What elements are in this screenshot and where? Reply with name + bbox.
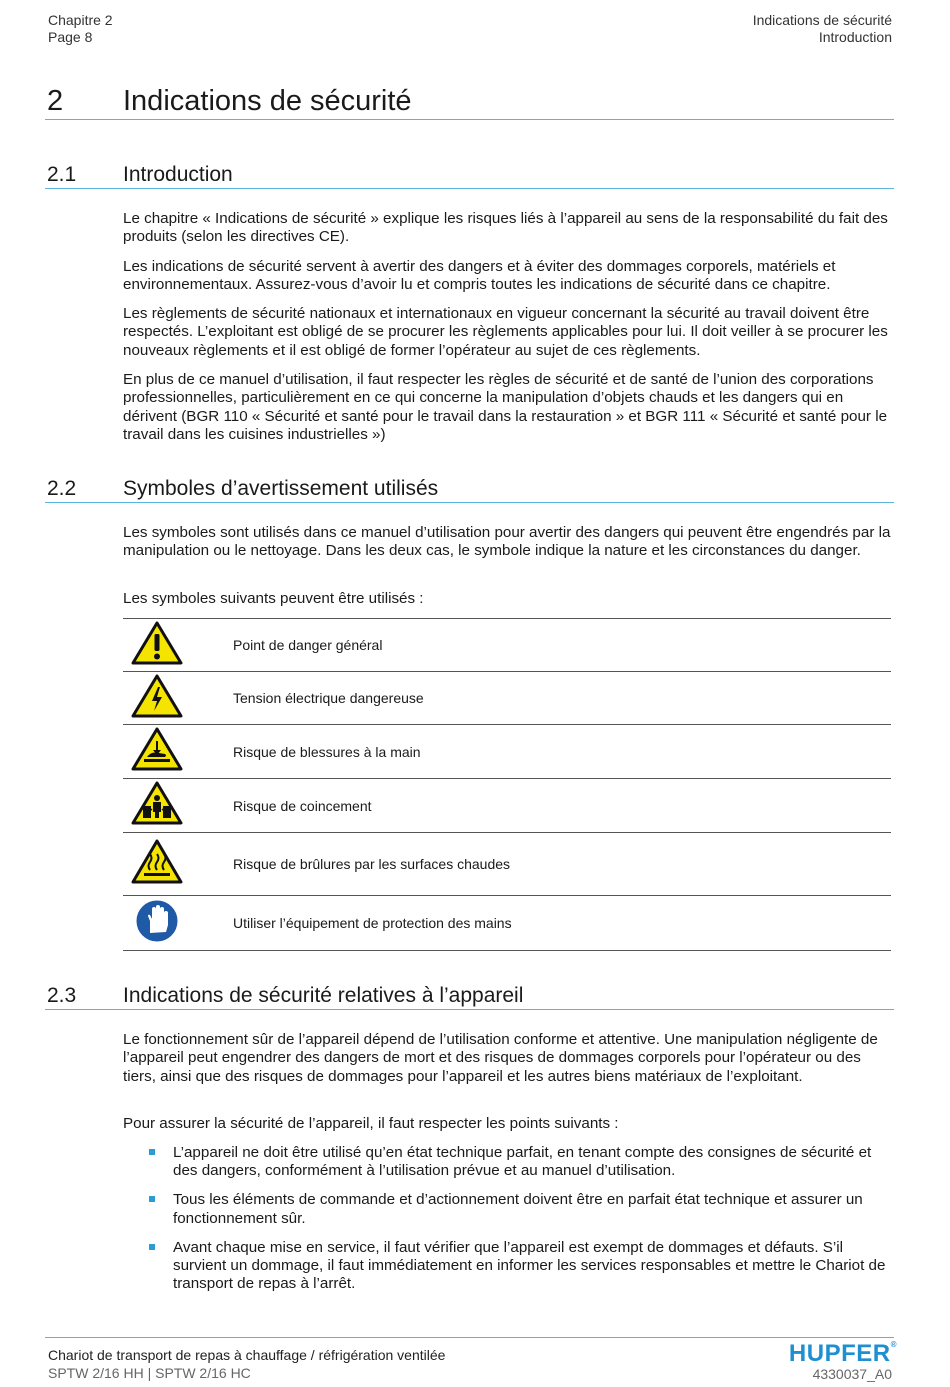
chapter-title: Indications de sécurité <box>123 85 412 117</box>
section-title: Indications de sécurité relatives à l’appareil <box>123 984 524 1007</box>
symbol-row <box>123 672 891 725</box>
paragraph: Le fonctionnement sûr de l’appareil dépend de l’utilisation conforme et attentive. Une manipulation négligente de l’appareil peut engendrer des dangers de mort et des risques de dommages corporels pour l’opérateur ou des tiers, ainsi que des risques de dommages pour l’appareil et les autres biens matériaux de l’exploitant. <box>123 1031 878 1085</box>
chapter-heading <box>47 84 412 118</box>
symbol-label: Risque de brûlures par les surfaces chaudes <box>223 833 891 896</box>
symbol-label: Tension électrique dangereuse <box>223 672 891 725</box>
paragraph: Les symboles sont utilisés dans ce manuel d’utilisation pour avertir des dangers qui peuvent être engendrés par la manipulation ou le nettoyage. Dans les deux cas, le symbole indique la nature et les circonstances du danger. <box>123 524 891 560</box>
section-heading-2-2 <box>47 476 438 502</box>
brand-logo: HUPFER® <box>788 1340 897 1367</box>
section-rule <box>45 502 894 503</box>
section-number: 2.2 <box>47 477 77 500</box>
section-heading-2-1 <box>47 162 233 188</box>
section-rule <box>45 1009 894 1010</box>
header-page-number: Page 8 <box>48 29 93 45</box>
paragraph: Les symboles suivants peuvent être utilisés : <box>123 590 424 607</box>
section-rule <box>45 188 894 189</box>
symbols-table <box>123 618 891 951</box>
symbol-label: Risque de blessures à la main <box>223 725 891 779</box>
symbol-label: Point de danger général <box>223 619 891 672</box>
paragraph: Le chapitre « Indications de sécurité » explique les risques liés à l’appareil au sens de la responsabilité du fait des produits (selon les directives CE). <box>123 210 888 246</box>
symbol-row <box>123 619 891 672</box>
footer-rule <box>45 1337 894 1338</box>
crushing-icon <box>123 779 191 833</box>
safety-bullet-list <box>146 1144 894 1304</box>
symbol-row <box>123 725 891 779</box>
paragraph: Les règlements de sécurité nationaux et internationaux en vigueur concernant la sécurité au travail doivent être respectés. L’exploitant est obligé de se procurer les règlements applicables pour lui. Il doit veiller à se procurer les nouveaux règlements et il est obligé de former l’opérateur au sujet de ces règlements. <box>123 305 888 359</box>
symbol-row <box>123 833 891 896</box>
chapter-rule <box>45 119 894 120</box>
list-item: L’appareil ne doit être utilisé qu’en état technique parfait, en tenant compte des consignes de sécurité et des dangers, conformément à l’utilisation prévue et au manuel d’utilisation. <box>146 1144 894 1181</box>
symbol-row <box>123 779 891 833</box>
warning-general-icon <box>123 619 191 672</box>
paragraph: Les indications de sécurité servent à avertir des dangers et à éviter des dommages corporels, matériels et environnementaux. Assurez-vous d’avoir lu et compris toutes les indications de sécurité dans ce chapitre. <box>123 258 836 294</box>
symbol-label: Utiliser l’équipement de protection des mains <box>223 896 891 951</box>
section-title: Introduction <box>123 163 233 186</box>
symbol-row <box>123 896 891 951</box>
hand-protection-icon <box>123 896 191 951</box>
footer-doc-number: 4330037_A0 <box>812 1366 892 1382</box>
footer-models: SPTW 2/16 HH | SPTW 2/16 HC <box>48 1365 251 1381</box>
section-heading-2-3 <box>47 983 523 1009</box>
page-header-right <box>753 12 892 46</box>
bullet-square-icon <box>149 1196 155 1202</box>
list-item: Avant chaque mise en service, il faut vérifier que l’appareil est exempt de dommages et défauts. S’il survient un dommage, il faut immédiatement en informer les services responsables et mettre le Chariot de transport de repas à l’arrêt. <box>146 1239 894 1294</box>
chapter-number: 2 <box>47 85 64 117</box>
paragraph: En plus de ce manuel d’utilisation, il faut respecter les règles de sécurité et de santé de l’union des corporations professionnelles, particulièrement en ce qui concerne la manipulation d’objets chauds et les dangers qui en dérivent (BGR 110 « Sécurité et santé pour le travail dans la restauration » et BGR 111 « Sécurité et santé pour le travail dans les cuisines industrielles ») <box>123 371 888 444</box>
header-section-title: Indications de sécurité <box>752 12 892 28</box>
paragraph: Pour assurer la sécurité de l’appareil, il faut respecter les points suivants : <box>123 1115 619 1132</box>
header-subsection: Introduction <box>818 29 892 45</box>
hand-injury-icon <box>123 725 191 779</box>
header-chapter: Chapitre 2 <box>48 12 113 28</box>
list-item: Tous les éléments de commande et d’actionnement doivent être en parfait état technique et assurer un fonctionnement sûr. <box>146 1191 894 1228</box>
footer-product: Chariot de transport de repas à chauffage / réfrigération ventilée <box>48 1347 446 1363</box>
hot-surface-icon <box>123 833 191 896</box>
bullet-square-icon <box>149 1244 155 1250</box>
electric-voltage-icon <box>123 672 191 725</box>
page-header-left <box>48 12 113 46</box>
section-number: 2.1 <box>47 163 77 186</box>
symbol-label: Risque de coincement <box>223 779 891 833</box>
page-footer-left <box>48 1346 445 1382</box>
section-number: 2.3 <box>47 984 77 1007</box>
bullet-square-icon <box>149 1149 155 1155</box>
section-title: Symboles d’avertissement utilisés <box>123 477 439 500</box>
